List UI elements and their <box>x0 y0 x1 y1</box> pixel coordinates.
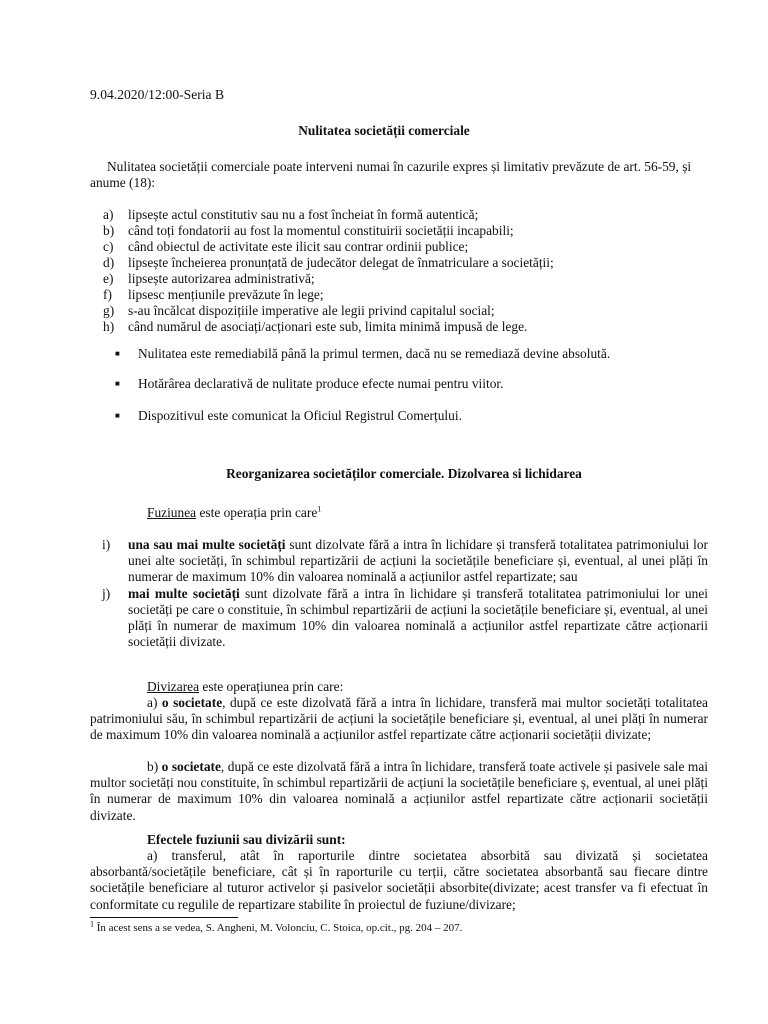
bullet-item: ■ Dispozitivul este comunicat la Oficiul Registrul Comerțului. <box>115 408 462 423</box>
footnote-ref[interactable]: 1 <box>317 504 322 514</box>
list-item: a) lipsește actul constitutiv sau nu a fost încheiat în formă autentică; <box>103 207 479 222</box>
effects-heading: Efectele fuziunii sau divizării sunt: <box>147 832 346 847</box>
square-bullet-icon: ■ <box>115 349 120 358</box>
nullity-cases-list <box>90 207 690 335</box>
list-item: d) lipsește încheierea pronunțată de judecător delegat de înmatriculare a societății; <box>103 255 554 270</box>
bullet-item: ■ Nulitatea este remediabilă până la primul termen, dacă nu se remediază devine absolută. <box>115 346 611 361</box>
list-item: h) când numărul de asociați/acționari este sub, limita minimă impusă de lege. <box>103 319 528 334</box>
document-header: 9.04.2020/12:00-Seria B <box>90 87 225 102</box>
division-item-b: b) o societate, după ce este dizolvată fără a intra în lichidare, transferă toate activele și pasivele sale mai multor societăți nou constituite, în schimbul repartizării de acțiuni la societățile beneficiare ș, eventual, al unei plăți în numerar de maximum 10% din valoarea nominală a acțiunilor astfel repartizate către acționarii societății divizate. <box>90 759 708 823</box>
square-bullet-icon: ■ <box>115 379 120 388</box>
list-item: e) lipsește autorizarea administrativă; <box>103 271 315 286</box>
section-title-nullity: Nulitatea societății comerciale <box>298 123 470 138</box>
list-item: f) lipsesc mențiunile prevăzute în lege; <box>103 287 324 302</box>
division-item-a: a) o societate, după ce este dizolvată fără a intra în lichidare, transferă mai multor societăți totalitatea patrimoniului său, în schimbul repartizării de acțiuni la societățile beneficiare și, eventual, al unei plăți în numerar de maximum 10% din valoarea nominală a acțiunilor astfel repartizate către acționarii societății divizate; <box>90 695 708 743</box>
list-item: j) mai multe societăți sunt dizolvate fără a intra în lichidare și transferă totalitatea patrimoniului lor unei societăți pe care o constituie, în schimbul repartizării de acțiuni la societățile beneficiare și, eventual, al unei plăți în numerar de maximum 10% din valoarea nominală a acțiunilor astfel repartizate către acționarii societății divizate. <box>102 585 708 650</box>
nullity-intro: Nulitatea societății comerciale poate interveni numai în cazurile expres și limitativ prevăzute de art. 56-59, și anume (18): <box>90 159 692 191</box>
section-title-reorganization: Reorganizarea societăților comerciale. Dizolvarea si lichidarea <box>226 466 582 481</box>
division-intro: Divizarea este operațiunea prin care: <box>147 679 344 694</box>
list-item: b) când toți fondatorii au fost la momentul constituirii societății incapabili; <box>103 223 514 238</box>
footnote-divider <box>90 917 238 918</box>
fusion-list <box>90 537 708 650</box>
list-item: i) una sau mai multe societăți sunt dizolvate fără a intra în lichidare și transferă totalitatea patrimoniului lor unei alte societăți, în schimbul repartizării de acțiuni la societățile beneficiare și, eventual, al unei plăți în numerar de maximum 10% din valoarea nominală a acțiunilor astfel repartizate; sau <box>102 537 708 585</box>
effects-item-a: a) transferul, atât în raporturile dintre societatea absorbită sau divizată și societatea absorbantă/societățile beneficiare, cât și în raporturile cu terții, către societatea absorbantă sau fiecare dintre societățile beneficiare al tuturor activelor și pasivelor societății absorbite(divizate; acest transfer va fi efectuat în conformitate cu regulile de repartizare stabilite în proiectul de fuziune/divizare; <box>90 848 708 912</box>
list-item: g) s-au încălcat dispozițiile imperative ale legii privind capitalul social; <box>103 303 495 318</box>
square-bullet-icon: ■ <box>115 411 120 420</box>
list-item: c) când obiectul de activitate este ilicit sau contrar ordinii publice; <box>103 239 469 254</box>
footnote: $^1$ În acest sens a se vedea, S. Angheni, M. Volonciu, C. Stoica, op.cit., pg. 204 – 207. <box>90 919 463 934</box>
bullet-item: ■ Hotărârea declarativă de nulitate produce efecte numai pentru viitor. <box>115 376 504 391</box>
fusion-intro: Fuziunea este operația prin care$^1$ <box>147 504 322 520</box>
